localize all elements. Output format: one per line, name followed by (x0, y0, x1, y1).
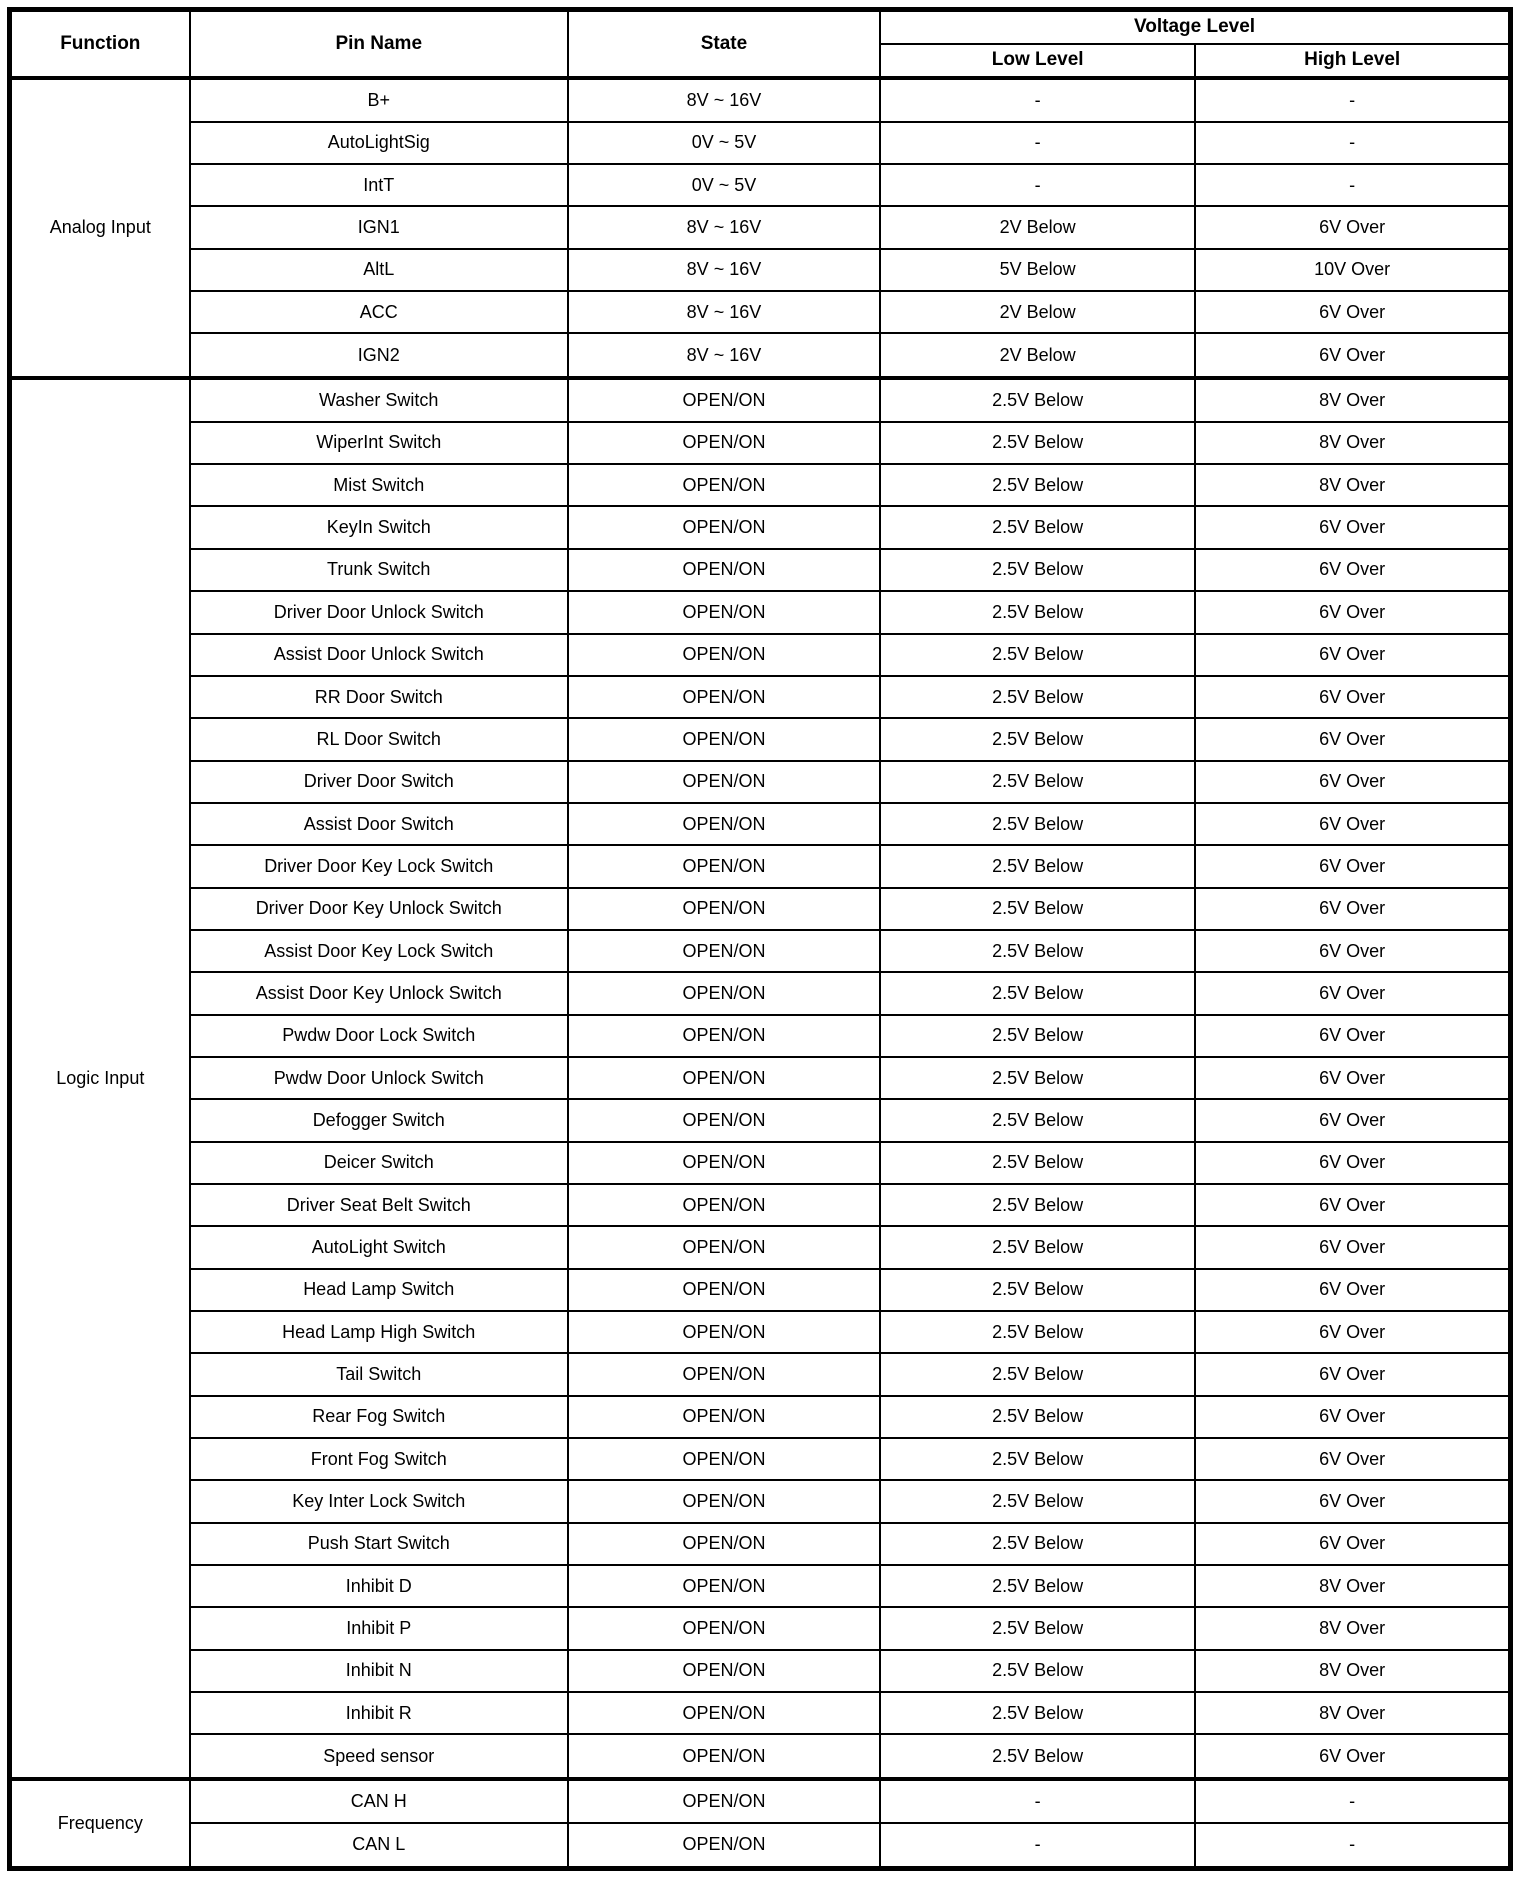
state-cell: OPEN/ON (568, 803, 880, 845)
state-cell: OPEN/ON (568, 1015, 880, 1057)
state-cell: OPEN/ON (568, 1779, 880, 1823)
state-cell: OPEN/ON (568, 1353, 880, 1395)
table-header (10, 10, 1511, 78)
pin-name-cell: Assist Door Unlock Switch (190, 634, 568, 676)
pin-name-cell: Tail Switch (190, 1353, 568, 1395)
table-row (10, 1650, 1511, 1692)
low-level-cell: 2.5V Below (880, 718, 1195, 760)
table-row (10, 1396, 1511, 1438)
table-row (10, 1607, 1511, 1649)
pin-name-cell: WiperInt Switch (190, 422, 568, 464)
high-level-cell: - (1195, 122, 1510, 164)
table-row (10, 761, 1511, 803)
state-cell: OPEN/ON (568, 1142, 880, 1184)
low-level-cell: 2.5V Below (880, 549, 1195, 591)
high-level-cell: 6V Over (1195, 888, 1510, 930)
state-cell: OPEN/ON (568, 1565, 880, 1607)
high-level-cell: 8V Over (1195, 464, 1510, 506)
high-level-cell: 6V Over (1195, 1396, 1510, 1438)
high-level-cell: - (1195, 1779, 1510, 1823)
pin-name-cell: KeyIn Switch (190, 506, 568, 548)
header-pin-name: Pin Name (190, 10, 568, 78)
table-row (10, 676, 1511, 718)
pin-name-cell: Pwdw Door Lock Switch (190, 1015, 568, 1057)
low-level-cell: 2.5V Below (880, 1650, 1195, 1692)
function-cell: Frequency (10, 1779, 190, 1869)
table-row (10, 972, 1511, 1014)
low-level-cell: 2.5V Below (880, 1523, 1195, 1565)
state-cell: OPEN/ON (568, 1523, 880, 1565)
function-cell: Logic Input (10, 378, 190, 1779)
low-level-cell: - (880, 1779, 1195, 1823)
table-row (10, 249, 1511, 291)
header-state: State (568, 10, 880, 78)
low-level-cell: 2.5V Below (880, 676, 1195, 718)
low-level-cell: 2.5V Below (880, 1692, 1195, 1734)
table-row (10, 1311, 1511, 1353)
table-row (10, 845, 1511, 887)
pin-name-cell: AutoLightSig (190, 122, 568, 164)
state-cell: OPEN/ON (568, 1692, 880, 1734)
high-level-cell: 6V Over (1195, 1184, 1510, 1226)
pin-name-cell: Assist Door Key Lock Switch (190, 930, 568, 972)
state-cell: 8V ~ 16V (568, 249, 880, 291)
high-level-cell: 10V Over (1195, 249, 1510, 291)
high-level-cell: 8V Over (1195, 1607, 1510, 1649)
table-row (10, 1523, 1511, 1565)
table-row (10, 888, 1511, 930)
header-low-level: Low Level (880, 44, 1195, 78)
high-level-cell: 6V Over (1195, 972, 1510, 1014)
state-cell: OPEN/ON (568, 378, 880, 422)
state-cell: OPEN/ON (568, 1184, 880, 1226)
low-level-cell: 2.5V Below (880, 1480, 1195, 1522)
high-level-cell: 8V Over (1195, 1650, 1510, 1692)
pin-name-cell: B+ (190, 78, 568, 122)
high-level-cell: 6V Over (1195, 761, 1510, 803)
high-level-cell: 6V Over (1195, 634, 1510, 676)
high-level-cell: 6V Over (1195, 1523, 1510, 1565)
state-cell: OPEN/ON (568, 676, 880, 718)
high-level-cell: - (1195, 78, 1510, 122)
state-cell: 8V ~ 16V (568, 291, 880, 333)
state-cell: 8V ~ 16V (568, 78, 880, 122)
table-row (10, 1142, 1511, 1184)
pin-name-cell: Head Lamp Switch (190, 1269, 568, 1311)
pin-name-cell: Driver Door Key Unlock Switch (190, 888, 568, 930)
pin-name-cell: Pwdw Door Unlock Switch (190, 1057, 568, 1099)
table-body (10, 78, 1511, 1869)
low-level-cell: 2.5V Below (880, 422, 1195, 464)
state-cell: OPEN/ON (568, 1823, 880, 1869)
pin-name-cell: Push Start Switch (190, 1523, 568, 1565)
high-level-cell: 6V Over (1195, 930, 1510, 972)
table-row (10, 506, 1511, 548)
pin-name-cell: IGN2 (190, 333, 568, 377)
table-row (10, 930, 1511, 972)
low-level-cell: - (880, 1823, 1195, 1869)
state-cell: OPEN/ON (568, 1099, 880, 1141)
table-row (10, 1226, 1511, 1268)
high-level-cell: 6V Over (1195, 1734, 1510, 1778)
pin-name-cell: IntT (190, 164, 568, 206)
low-level-cell: 2.5V Below (880, 1142, 1195, 1184)
high-level-cell: 6V Over (1195, 803, 1510, 845)
low-level-cell: 2.5V Below (880, 506, 1195, 548)
low-level-cell: 2.5V Below (880, 972, 1195, 1014)
state-cell: OPEN/ON (568, 591, 880, 633)
pin-name-cell: RR Door Switch (190, 676, 568, 718)
state-cell: 0V ~ 5V (568, 122, 880, 164)
low-level-cell: 2.5V Below (880, 1734, 1195, 1778)
state-cell: OPEN/ON (568, 1057, 880, 1099)
table-row (10, 1779, 1511, 1823)
state-cell: OPEN/ON (568, 1650, 880, 1692)
state-cell: OPEN/ON (568, 718, 880, 760)
state-cell: OPEN/ON (568, 1396, 880, 1438)
table-row (10, 1823, 1511, 1869)
high-level-cell: - (1195, 1823, 1510, 1869)
table-row (10, 78, 1511, 122)
state-cell: OPEN/ON (568, 1311, 880, 1353)
pin-name-cell: Driver Seat Belt Switch (190, 1184, 568, 1226)
pin-name-cell: Inhibit P (190, 1607, 568, 1649)
table-row (10, 1565, 1511, 1607)
high-level-cell: 6V Over (1195, 1438, 1510, 1480)
table-row (10, 549, 1511, 591)
state-cell: OPEN/ON (568, 464, 880, 506)
pin-name-cell: Washer Switch (190, 378, 568, 422)
table-row (10, 1057, 1511, 1099)
low-level-cell: 2.5V Below (880, 1226, 1195, 1268)
pin-name-cell: Inhibit D (190, 1565, 568, 1607)
low-level-cell: 2.5V Below (880, 591, 1195, 633)
pin-name-cell: Inhibit N (190, 1650, 568, 1692)
low-level-cell: 2.5V Below (880, 1311, 1195, 1353)
low-level-cell: 2.5V Below (880, 1607, 1195, 1649)
state-cell: OPEN/ON (568, 1734, 880, 1778)
state-cell: 8V ~ 16V (568, 333, 880, 377)
state-cell: 8V ~ 16V (568, 206, 880, 248)
table-row (10, 1184, 1511, 1226)
state-cell: OPEN/ON (568, 972, 880, 1014)
header-function: Function (10, 10, 190, 78)
table-row (10, 1269, 1511, 1311)
low-level-cell: 2.5V Below (880, 761, 1195, 803)
pin-name-cell: Speed sensor (190, 1734, 568, 1778)
high-level-cell: 6V Over (1195, 291, 1510, 333)
low-level-cell: - (880, 164, 1195, 206)
table-row (10, 1353, 1511, 1395)
state-cell: OPEN/ON (568, 634, 880, 676)
pin-name-cell: Key Inter Lock Switch (190, 1480, 568, 1522)
table-row (10, 206, 1511, 248)
high-level-cell: 8V Over (1195, 422, 1510, 464)
state-cell: OPEN/ON (568, 845, 880, 887)
header-row-top (10, 10, 1511, 44)
low-level-cell: 2.5V Below (880, 1353, 1195, 1395)
pin-name-cell: CAN L (190, 1823, 568, 1869)
low-level-cell: 2V Below (880, 333, 1195, 377)
low-level-cell: 2.5V Below (880, 1438, 1195, 1480)
low-level-cell: 2.5V Below (880, 1099, 1195, 1141)
low-level-cell: 2.5V Below (880, 378, 1195, 422)
state-cell: 0V ~ 5V (568, 164, 880, 206)
pin-name-cell: Driver Door Key Lock Switch (190, 845, 568, 887)
table-row (10, 718, 1511, 760)
state-cell: OPEN/ON (568, 506, 880, 548)
state-cell: OPEN/ON (568, 549, 880, 591)
low-level-cell: 2.5V Below (880, 930, 1195, 972)
high-level-cell: 6V Over (1195, 1269, 1510, 1311)
header-voltage-level: Voltage Level (880, 10, 1510, 44)
table-row (10, 1734, 1511, 1778)
table-row (10, 291, 1511, 333)
low-level-cell: - (880, 122, 1195, 164)
state-cell: OPEN/ON (568, 1438, 880, 1480)
high-level-cell: 6V Over (1195, 1480, 1510, 1522)
low-level-cell: 2V Below (880, 206, 1195, 248)
table-row (10, 634, 1511, 676)
low-level-cell: 2.5V Below (880, 1057, 1195, 1099)
state-cell: OPEN/ON (568, 1607, 880, 1649)
table-row (10, 122, 1511, 164)
state-cell: OPEN/ON (568, 761, 880, 803)
high-level-cell: 6V Over (1195, 549, 1510, 591)
high-level-cell: 6V Over (1195, 845, 1510, 887)
pin-name-cell: Trunk Switch (190, 549, 568, 591)
low-level-cell: 2.5V Below (880, 888, 1195, 930)
low-level-cell: 5V Below (880, 249, 1195, 291)
pin-voltage-spec-table (7, 7, 1513, 1871)
pin-name-cell: AltL (190, 249, 568, 291)
high-level-cell: 6V Over (1195, 676, 1510, 718)
state-cell: OPEN/ON (568, 1226, 880, 1268)
low-level-cell: 2.5V Below (880, 1015, 1195, 1057)
high-level-cell: 6V Over (1195, 1057, 1510, 1099)
state-cell: OPEN/ON (568, 1269, 880, 1311)
table-row (10, 1692, 1511, 1734)
high-level-cell: 6V Over (1195, 718, 1510, 760)
table-row (10, 464, 1511, 506)
pin-name-cell: Mist Switch (190, 464, 568, 506)
low-level-cell: 2.5V Below (880, 1269, 1195, 1311)
pin-name-cell: Rear Fog Switch (190, 1396, 568, 1438)
table-row (10, 333, 1511, 377)
table-row (10, 1099, 1511, 1141)
low-level-cell: 2V Below (880, 291, 1195, 333)
low-level-cell: 2.5V Below (880, 1184, 1195, 1226)
table-row (10, 422, 1511, 464)
table-row (10, 1438, 1511, 1480)
pin-name-cell: Driver Door Switch (190, 761, 568, 803)
low-level-cell: 2.5V Below (880, 464, 1195, 506)
pin-name-cell: Front Fog Switch (190, 1438, 568, 1480)
high-level-cell: 6V Over (1195, 1353, 1510, 1395)
high-level-cell: 6V Over (1195, 333, 1510, 377)
state-cell: OPEN/ON (568, 930, 880, 972)
header-high-level: High Level (1195, 44, 1510, 78)
low-level-cell: 2.5V Below (880, 634, 1195, 676)
high-level-cell: 8V Over (1195, 1565, 1510, 1607)
pin-name-cell: Assist Door Switch (190, 803, 568, 845)
low-level-cell: - (880, 78, 1195, 122)
pin-name-cell: AutoLight Switch (190, 1226, 568, 1268)
high-level-cell: 6V Over (1195, 506, 1510, 548)
pin-name-cell: Inhibit R (190, 1692, 568, 1734)
high-level-cell: 6V Over (1195, 1142, 1510, 1184)
pin-name-cell: IGN1 (190, 206, 568, 248)
function-cell: Analog Input (10, 78, 190, 378)
pin-name-cell: ACC (190, 291, 568, 333)
table-row (10, 591, 1511, 633)
table-row (10, 164, 1511, 206)
high-level-cell: 6V Over (1195, 1099, 1510, 1141)
high-level-cell: 8V Over (1195, 378, 1510, 422)
high-level-cell: 6V Over (1195, 1311, 1510, 1353)
high-level-cell: 6V Over (1195, 1226, 1510, 1268)
table-row (10, 1015, 1511, 1057)
pin-name-cell: RL Door Switch (190, 718, 568, 760)
low-level-cell: 2.5V Below (880, 1565, 1195, 1607)
high-level-cell: 6V Over (1195, 591, 1510, 633)
state-cell: OPEN/ON (568, 422, 880, 464)
table-row (10, 1480, 1511, 1522)
pin-name-cell: Deicer Switch (190, 1142, 568, 1184)
state-cell: OPEN/ON (568, 888, 880, 930)
high-level-cell: 6V Over (1195, 206, 1510, 248)
high-level-cell: - (1195, 164, 1510, 206)
state-cell: OPEN/ON (568, 1480, 880, 1522)
low-level-cell: 2.5V Below (880, 1396, 1195, 1438)
low-level-cell: 2.5V Below (880, 845, 1195, 887)
pin-name-cell: Driver Door Unlock Switch (190, 591, 568, 633)
low-level-cell: 2.5V Below (880, 803, 1195, 845)
pin-name-cell: Head Lamp High Switch (190, 1311, 568, 1353)
table-row (10, 378, 1511, 422)
high-level-cell: 8V Over (1195, 1692, 1510, 1734)
pin-name-cell: Defogger Switch (190, 1099, 568, 1141)
pin-name-cell: CAN H (190, 1779, 568, 1823)
pin-name-cell: Assist Door Key Unlock Switch (190, 972, 568, 1014)
high-level-cell: 6V Over (1195, 1015, 1510, 1057)
table-row (10, 803, 1511, 845)
